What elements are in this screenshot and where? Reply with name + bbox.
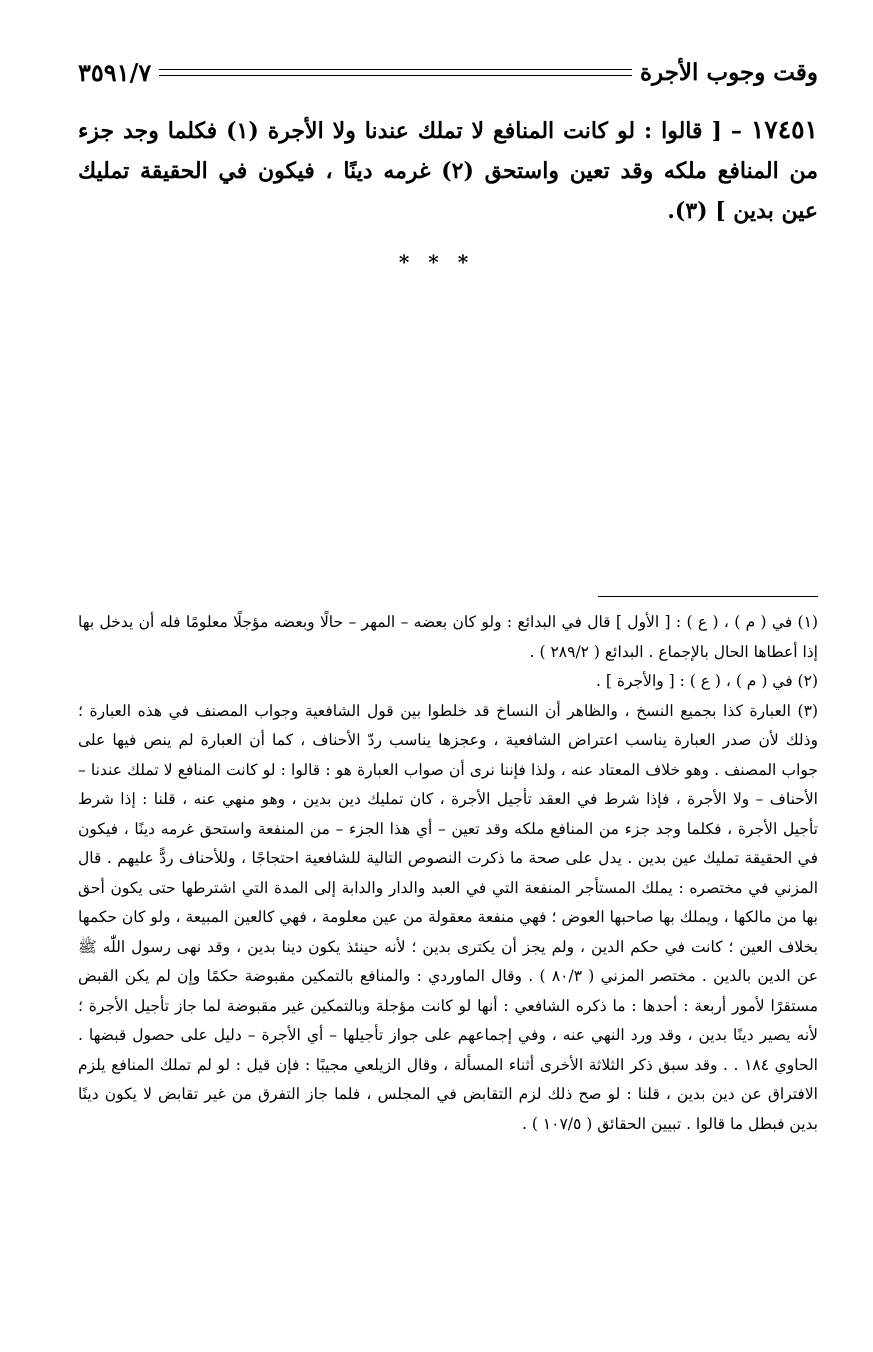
entry-text: – [ قالوا : لو كانت المنافع لا تملك عندنا ولا الأجرة (١) فكلما وجد جزء من المنافع ملكه وقد تعين واستحق (٢) غرمه دينًا ، فيكون في الحقيقة تمليك عين بدين ] (٣). — [78, 118, 818, 224]
header-double-rule — [159, 69, 632, 76]
footnotes — [78, 608, 818, 1139]
running-header — [78, 52, 818, 92]
section-separator: * * * — [398, 250, 475, 274]
footnote-2: (٢) في ( م ) ، ( ع ) : [ والأجرة ] . — [596, 672, 818, 690]
main-text — [78, 110, 818, 231]
footnote-1: (١) في ( م ) ، ( ع ) : [ الأول ] قال في البدائع : ولو كان بعضه – المهر – حالًا وبعضه مؤجلًا معلومًا فله أن يدخل بها إذا أعطاها الحال بالإجماع . البدائع ( ٢٨٩/٢ ) . — [78, 613, 818, 661]
footnote-rule — [598, 596, 818, 597]
footnote-3: (٣) العبارة كذا بجميع النسخ ، والظاهر أن النساخ قد خلطوا بين قول الشافعية وجواب المصنف في هذه العبارة ؛ وذلك لأن صدر العبارة يناسب اعتراض الشافعية ، وعجزها يناسب ردّ الأحناف ، كما أن العبارة لم ينص فيها على جواب المصنف . وهو خلاف المعتاد عنه ، ولذا فإننا نرى أن صواب العبارة هو : قالوا : لو كانت المنافع لا تملك عندنا – الأحناف – ولا الأجرة ، فإذا شرط في العقد تأجيل الأجرة ، كان تمليك دين بدين ، وهو منهي عنه ، قلنا : إذا شرط تأجيل الأجرة ، فكلما وجد جزء من المنافع ملكه وقد تعين – أي هذا الجزء – من المنفعة واستحق غرمه دينًا ، فيكون في الحقيقة تمليك عين بدين . يدل على صحة ما ذكرت النصوص التالية للشافعية احتجاجًا ، وللأحناف ردًّ عليهم . قال المزني في مختصره : يملك المستأجر المنفعة التي في العبد والدار والدابة إلى المدة التي اشترطها حتى يكون أحق بها من مالكها ، ويملك بها صاحبها العوض ؛ فهي منفعة معقولة من عين معلومة ، فهي كالعين المبيعة ، ولو كان حكمها بخلاف العين ؛ كانت في حكم الدين ، ولم يجز أن يكترى بدين ؛ لأنه حينئذ يكون دينا بدين ، وقد نهى رسول اللّٰه ﷺ عن الدين بالدين . مختصر المزني ( ٨٠/٣ ) . وقال الماوردي : والمنافع بالتمكين مقبوضة حكمًا وإن لم يكن القبض مستقرًا لأمور أربعة : أحدها : ما ذكره الشافعي : أنها لو كانت مؤجلة وبالتمكين غير مقبوضة لما جاز تأجيل الأجرة ؛ لأنه يصير دينًا بدين ، وقد ورد النهي عنه ، وفي إجماعهم على جواز تأجيلها – أي الأجرة – دليل على حصول قبضها . الحاوي ١٨٤ . . وقد سبق ذكر الثلاثة الأخرى أثناء المسألة ، وقال الزيلعي مجيبًا : فإن قيل : لو لم تملك المنافع يلزم الافتراق عن دين بدين ، قلنا : لو صح ذلك لزم التقابض في المجلس ، فلما جاز التفرق من غير تقابض لا يكون دينًا بدين فبطل ما قالوا . تبيين الحقائق ( ١٠٧/٥ ) . — [78, 701, 818, 1133]
chapter-title: وقت وجوب الأجرة — [639, 58, 818, 86]
entry-number: ١٧٤٥١ — [750, 115, 818, 144]
page-number: ٣٥٩١/٧ — [78, 57, 152, 87]
